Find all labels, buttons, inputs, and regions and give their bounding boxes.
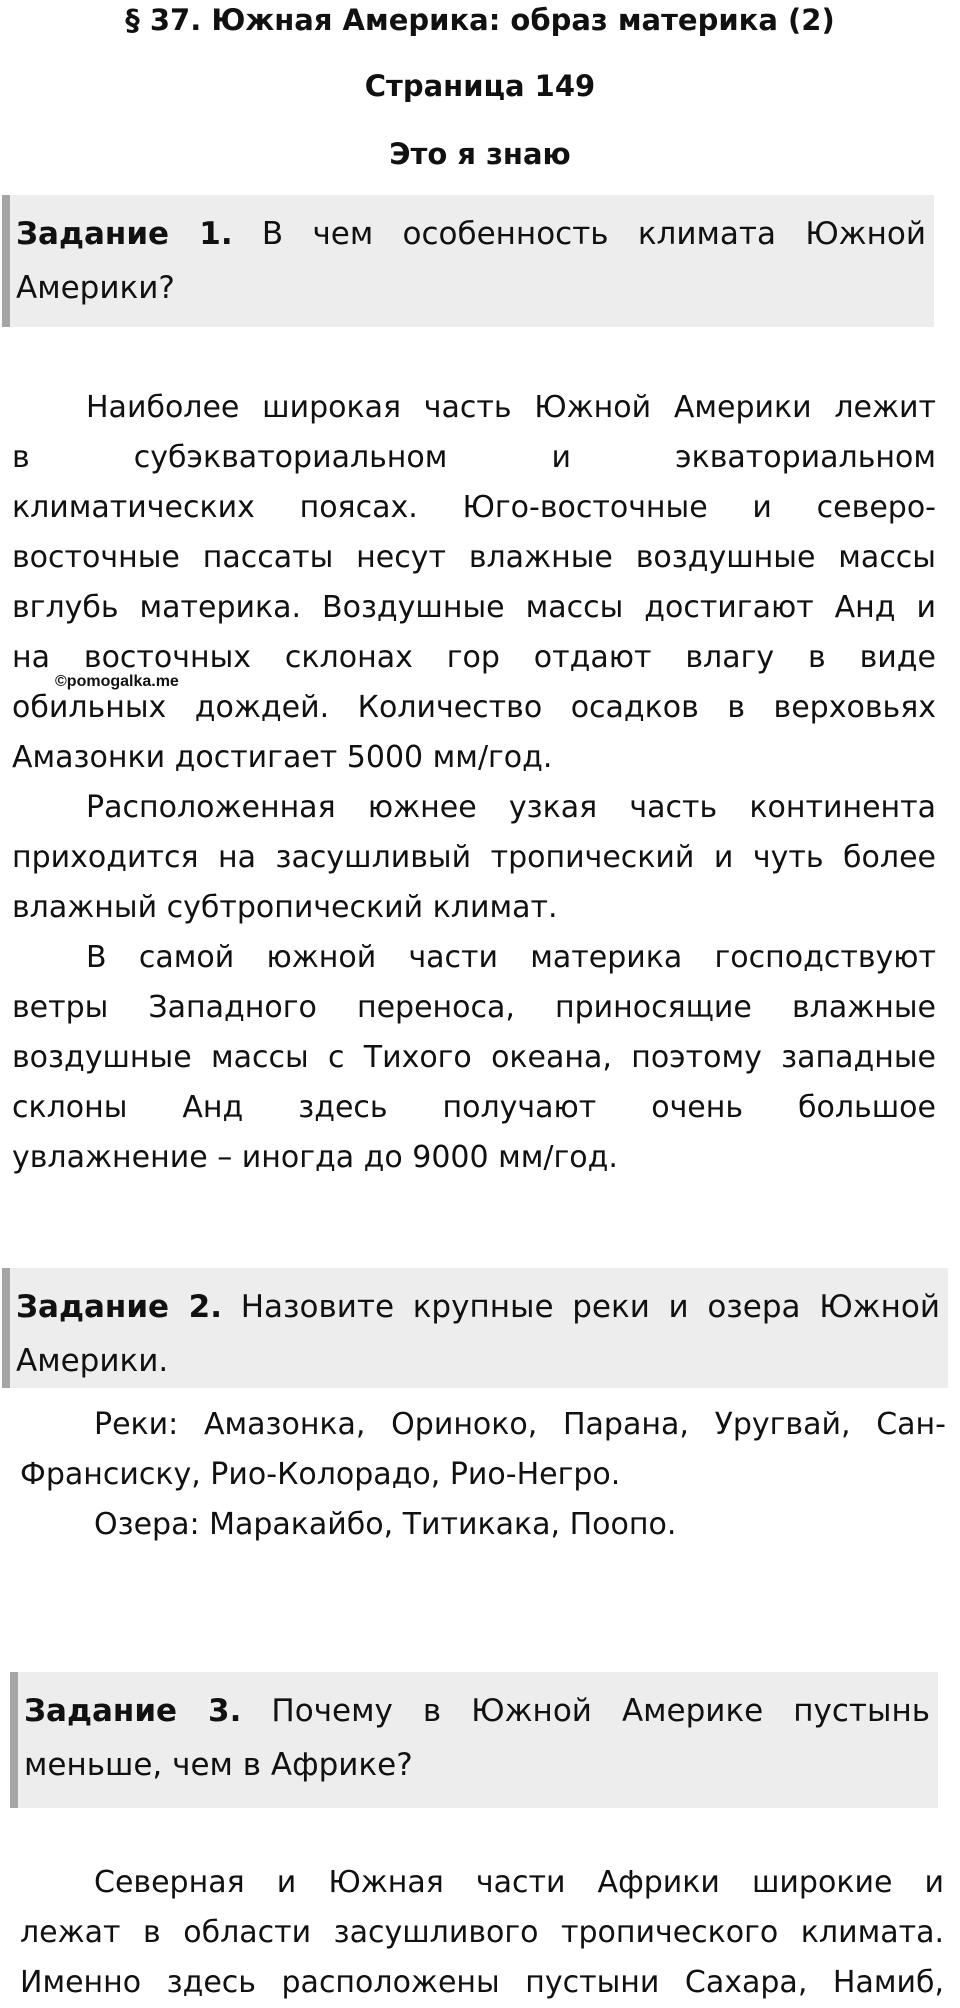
text-line: в субэкваториальном и экваториальном [12, 440, 936, 475]
text-line: В самой южной части материка господствуют [86, 940, 936, 975]
task3-box [10, 1672, 938, 1808]
task2-answer [20, 1400, 946, 1550]
text-line: Амазонки достигает 5000 мм/год. [12, 740, 553, 775]
task3-question-line2: меньше, чем в Африке? [24, 1747, 413, 1783]
text-line: климатических поясах. Юго-восточные и северо- [12, 490, 936, 525]
task1-answer-p1 [12, 383, 936, 783]
text-line: Озера: Маракайбо, Титикака, Поопо. [94, 1507, 677, 1542]
task3-question-line1 [24, 1684, 930, 1738]
text-line: склоны Анд здесь получают очень большое [12, 1090, 936, 1125]
task1-question-line1 [16, 207, 926, 261]
page-label: Страница 149 [364, 69, 596, 103]
text-line: обильных дождей. Количество осадков в верховьях [12, 690, 936, 725]
text-line: ветры Западного переноса, приносящие влажные [12, 990, 936, 1025]
text-line: Северная и Южная части Африки широкие и [94, 1865, 944, 1900]
task1-answer-p3 [12, 933, 936, 1183]
task3-question-text: Почему в Южной Америке пустынь [271, 1693, 931, 1729]
text-line: вглубь материка. Воздушные массы достигают Анд и [12, 590, 936, 625]
task1-box [2, 195, 934, 327]
text-line: Расположенная южнее узкая часть континента [86, 790, 936, 825]
text-line: увлажнение – иногда до 9000 мм/год. [12, 1140, 618, 1175]
text-line: Реки: Амазонка, Ориноко, Парана, Уругвай, Сан- [94, 1407, 946, 1442]
task2-question-text: Назовите крупные реки и озера Южной [240, 1289, 940, 1325]
task2-label: Задание 2. [16, 1289, 223, 1325]
task1-question-line2: Америки? [16, 270, 175, 306]
text-line: воздушные массы с Тихого океана, поэтому западные [12, 1040, 936, 1075]
text-line: Франсиску, Рио-Колорадо, Рио-Негро. [20, 1457, 621, 1492]
task1-label: Задание 1. [16, 216, 233, 252]
text-line: лежат в области засушливого тропического климата. [20, 1915, 944, 1950]
text-line: приходится на засушливый тропический и чуть более [12, 840, 936, 875]
text-line: на восточных склонах гор отдают влагу в виде [12, 640, 936, 675]
task3-answer [20, 1858, 944, 2008]
task2-question-line1 [16, 1280, 940, 1334]
task1-question-text: В чем особенность климата Южной [261, 216, 926, 252]
page-subtitle: Это я знаю [389, 137, 571, 171]
text-line: восточные пассаты несут влажные воздушные массы [12, 540, 936, 575]
task2-box [2, 1268, 948, 1388]
text-line: Наиболее широкая часть Южной Америки лежит [86, 390, 936, 425]
section-title: § 37. Южная Америка: образ материка (2) [125, 3, 835, 37]
task2-question-line2: Америки. [16, 1343, 169, 1379]
task3-label: Задание 3. [24, 1693, 242, 1729]
text-line: влажный субтропический климат. [12, 890, 558, 925]
task1-answer-p2 [12, 783, 936, 933]
watermark: ©pomogalka.me [55, 673, 179, 690]
text-line: Именно здесь расположены пустыни Сахара, Намиб, [20, 1965, 944, 2000]
